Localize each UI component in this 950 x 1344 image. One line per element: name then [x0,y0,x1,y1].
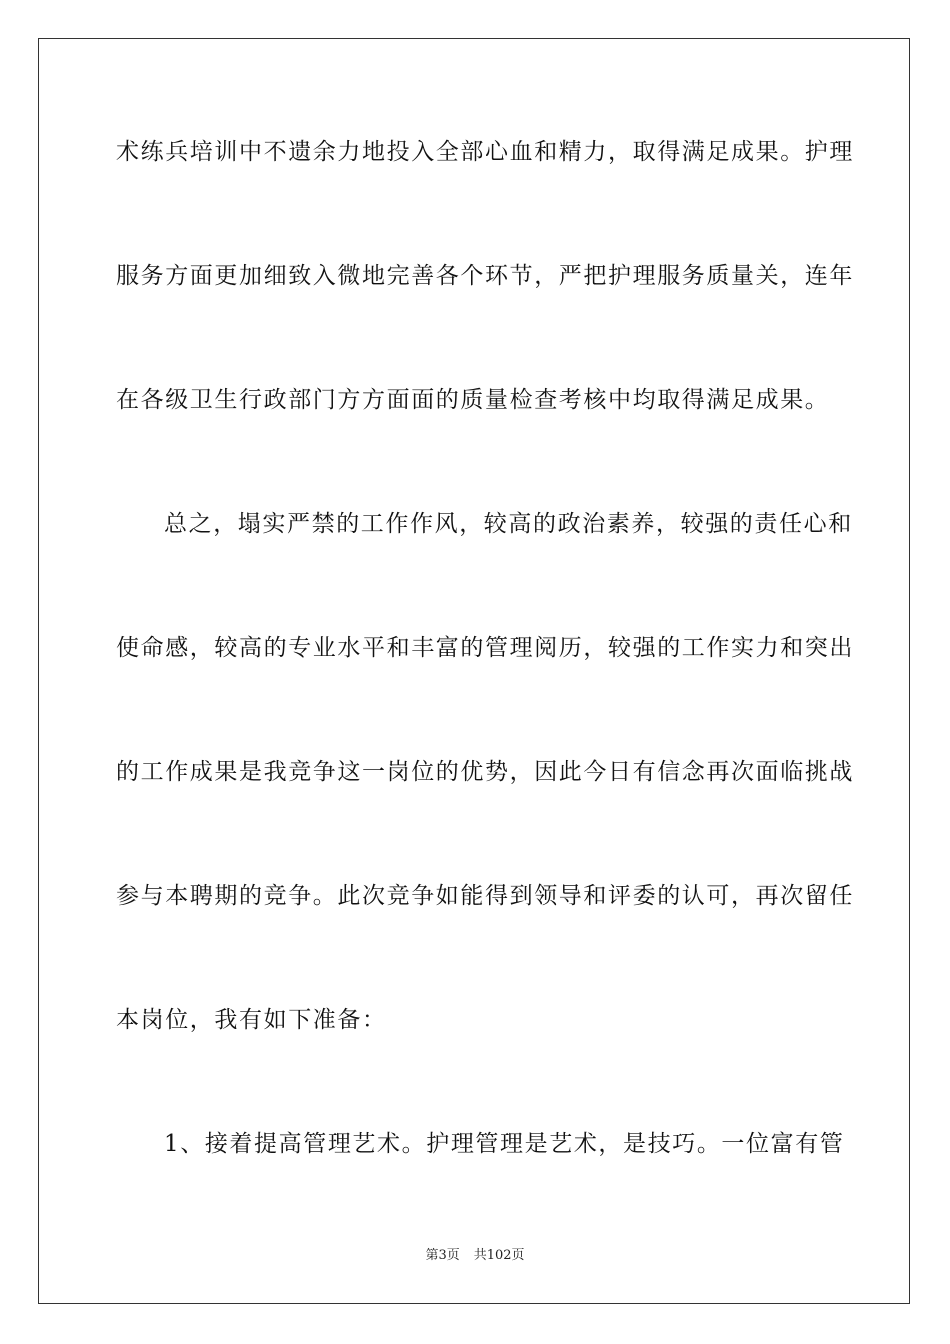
paragraph-line: 术练兵培训中不遗余力地投入全部心血和精力，取得满足成果。护理 [116,139,854,165]
paragraph-line: 使命感，较高的专业水平和丰富的管理阅历，较强的工作实力和突出 [116,635,854,661]
paragraph-line: 总之，塌实严禁的工作作风，较高的政治素养，较强的责任心和 [164,511,853,537]
paragraph-line: 参与本聘期的竞争。此次竞争如能得到领导和评委的认可，再次留任 [116,883,854,909]
page-border [38,38,910,1304]
page-number: 第3页 [425,1248,460,1263]
total-pages: 共102页 [473,1248,525,1263]
paragraph-line: 在各级卫生行政部门方方面面的质量检查考核中均取得满足成果。 [116,387,830,413]
page-footer [0,1247,950,1265]
paragraph-line: 本岗位，我有如下准备： [116,1007,387,1033]
paragraph-line: 的工作成果是我竞争这一岗位的优势，因此今日有信念再次面临挑战 [116,759,854,785]
paragraph-line: 服务方面更加细致入微地完善各个环节，严把护理服务质量关，连年 [116,263,854,289]
paragraph-line: 1、接着提高管理艺术。护理管理是艺术，是技巧。一位富有管 [164,1131,845,1157]
